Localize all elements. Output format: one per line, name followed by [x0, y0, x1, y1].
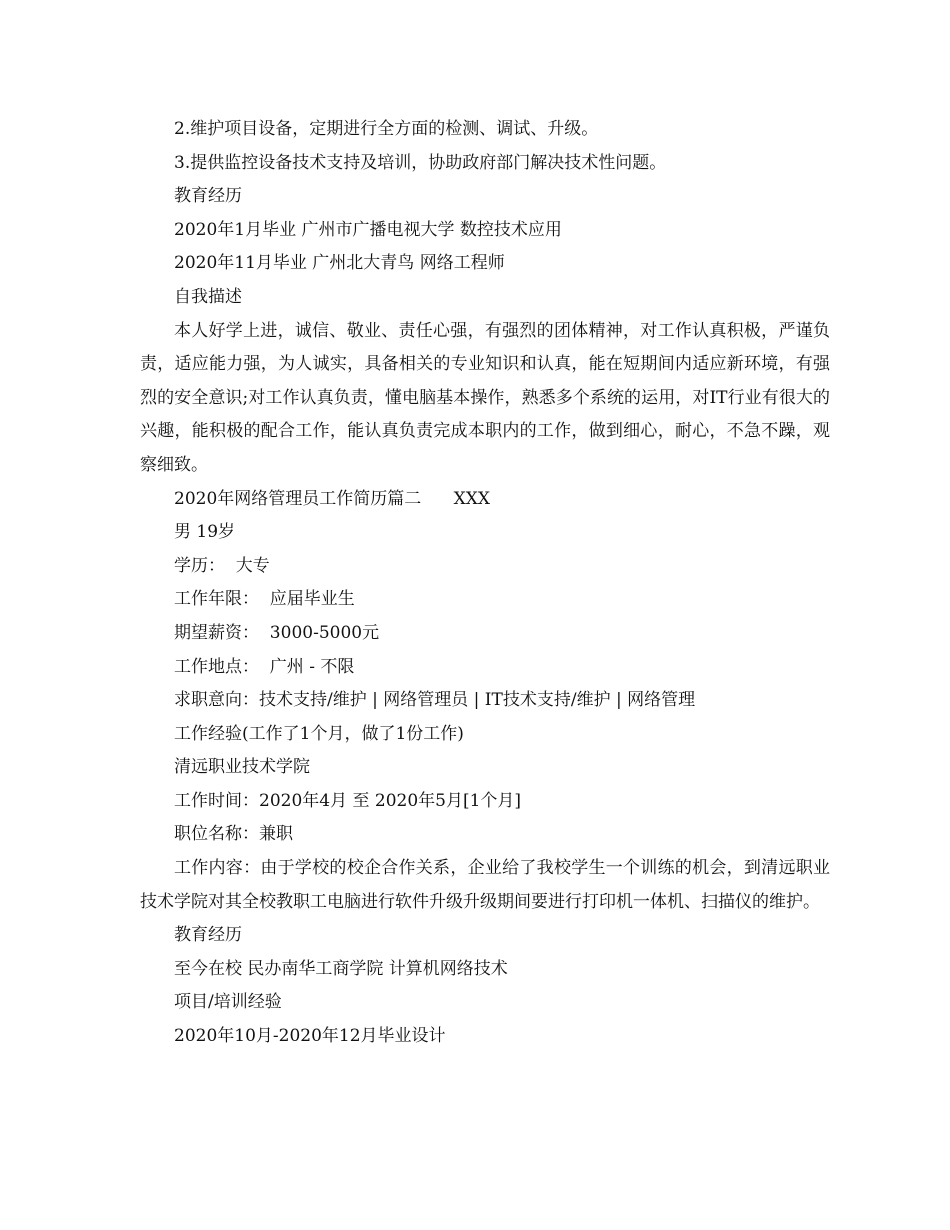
work-content-paragraph: 工作内容：由于学校的校企合作关系，企业给了我校学生一个训练的机会，到清远职业技术学院对其全校教职工电脑进行软件升级升级期间要进行打印机一体机、扫描仪的维护。	[140, 858, 830, 912]
work-years: 工作年限： 应届毕业生	[174, 589, 355, 610]
section-heading-projects: 项目/培训经验	[174, 992, 282, 1013]
job-intention: 求职意向：技术支持/维护 | 网络管理员 | IT技术支持/维护 | 网络管理	[174, 690, 696, 711]
gender-age: 男 19岁	[174, 522, 236, 543]
duty-item-2: 2.维护项目设备，定期进行全方面的检测、调试、升级。	[174, 119, 599, 139]
work-experience-summary: 工作经验(工作了1个月，做了1份工作)	[174, 723, 464, 744]
self-description-paragraph: 本人好学上进，诚信、敬业、责任心强，有强烈的团体精神，对工作认真积极，严谨负责，适应能力强，为人诚实，具备相关的专业知识和认真，能在短期间内适应新环境，有强烈的安全意识;对工作认真负责，懂电脑基本操作，熟悉多个系统的运用，对IT行业有很大的兴趣，能积极的配合工作，能认真负责完成本职内的工作，做到细心，耐心，不急不躁，观察细致。	[140, 320, 830, 475]
work-location: 工作地点： 广州 - 不限	[174, 656, 355, 677]
document-body	[140, 113, 830, 1054]
section-heading-education: 教育经历	[174, 925, 242, 946]
duty-item-3: 3.提供监控设备技术支持及培训，协助政府部门解决技术性问题。	[174, 152, 667, 173]
education-level: 学历： 大专	[174, 555, 270, 576]
company-name: 清远职业技术学院	[174, 757, 310, 778]
education-entry: 2020年1月毕业 广州市广播电视大学 数控技术应用	[174, 219, 562, 240]
section-heading-self-description: 自我描述	[174, 286, 242, 307]
expected-salary: 期望薪资： 3000-5000元	[174, 622, 380, 643]
project-entry: 2020年10月-2020年12月毕业设计	[174, 1026, 446, 1047]
education-entry: 2020年11月毕业 广州北大青鸟 网络工程师	[174, 253, 505, 274]
work-period: 工作时间：2020年4月 至 2020年5月[1个月]	[174, 790, 522, 811]
position-title: 职位名称：兼职	[174, 824, 293, 845]
section-heading-education: 教育经历	[174, 186, 242, 207]
resume-title: 2020年网络管理员工作简历篇二 XXX	[174, 488, 490, 509]
education-entry: 至今在校 民办南华工商学院 计算机网络技术	[174, 958, 508, 979]
